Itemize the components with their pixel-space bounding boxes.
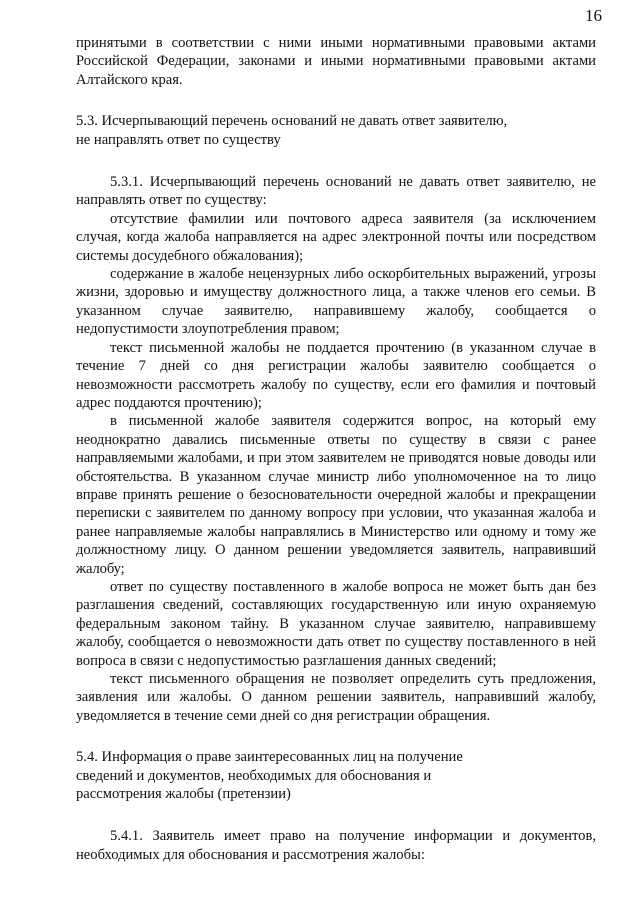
- list-item-missing-name-address: отсутствие фамилии или почтового адреса заявителя (за исключением случая, когда жалоба направляется на адрес электронной почты или посредством системы досудебного обжалования);: [76, 210, 596, 264]
- list-item-unreadable-text: текст письменной жалобы не поддается прочтению (в указанном случае в течение 7 дней со дня регистрации жалобы заявителю сообщается о невозможности рассмотреть жалобу по существу, если его фамилия и почтовый адрес поддаются прочтению);: [76, 339, 596, 411]
- document-body: [76, 34, 596, 864]
- section-heading-5-4: 5.4. Информация о праве заинтересованных лиц на получение сведений и документов, необходимых для обоснования и рассмотрения жалобы (претензии): [76, 749, 463, 803]
- list-item-repeated-question: в письменной жалобе заявителя содержится вопрос, на который ему неоднократно давались письменные ответы по существу в связи с ранее направляемыми жалобами, и при этом заявителем не приводятся новые доводы или обстоятельства. В указанном случае министр либо уполномоченное на то лицо вправе принять решение о безосновательности очередной жалобы и прекращении переписки с заявителем по данному вопросу при условии, что указанная жалоба и ранее направляемые жалобы направлялись в Министерство или одному и тому же должностному лицу. О данном решении уведомляется заявитель, направивший жалобу;: [76, 413, 596, 577]
- list-item-offensive-content: содержание в жалобе нецензурных либо оскорбительных выражений, угрозы жизни, здоровью и имуществу должностного лица, а также членов его семьи. В указанном случае заявителю, направившему жалобу, сообщается о недопустимости злоупотребления правом;: [76, 266, 596, 338]
- list-item-state-secret: ответ по существу поставленного в жалобе вопроса не может быть дан без разглашения сведений, составляющих государственную или иную охраняемую федеральным законом тайну. В указанном случае заявителю, направившему жалобу, сообщается о невозможности дать ответ по существу поставленного в ней вопроса в связи с недопустимостью разглашения данных сведений;: [76, 578, 596, 669]
- paragraph-5-3-1: 5.3.1. Исчерпывающий перечень оснований не давать ответ заявителю, не направлять ответ по существу:: [76, 174, 596, 209]
- list-item-unclear-essence: текст письменного обращения не позволяет определить суть предложения, заявления или жалобы. О данном решении заявитель, направивший жалобу, уведомляется в течение семи дней со дня регистрации обращения.: [76, 671, 596, 724]
- paragraph-continuation: принятыми в соответствии с ними иными нормативными правовыми актами Российской Федерации, законами и иными нормативными правовыми актами Алтайского края.: [76, 35, 596, 88]
- page-number: 16: [585, 6, 602, 25]
- paragraph-5-4-1: 5.4.1. Заявитель имеет право на получение информации и документов, необходимых для обоснования и рассмотрения жалобы:: [76, 828, 596, 863]
- section-heading-5-3: 5.3. Исчерпывающий перечень оснований не давать ответ заявителю, не направлять ответ по существу: [76, 113, 508, 148]
